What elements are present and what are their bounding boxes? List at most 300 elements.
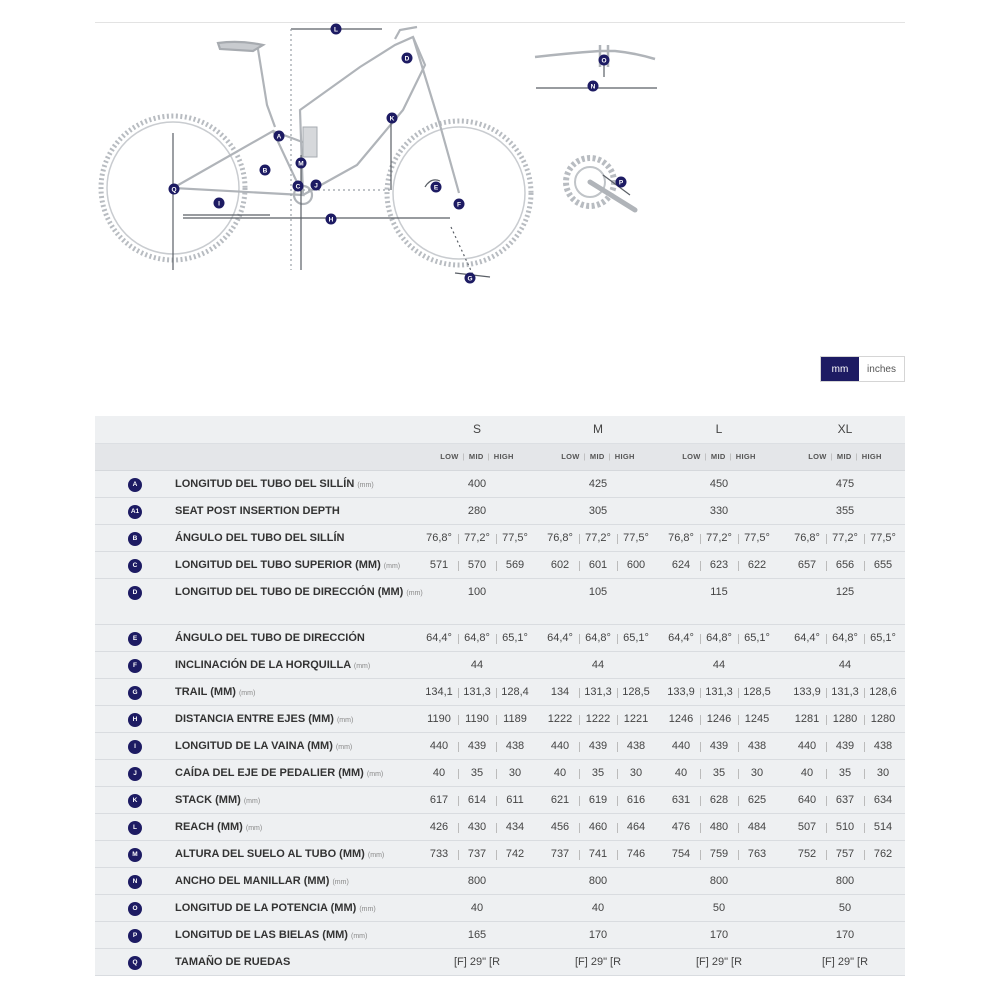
cell-value: 759 <box>709 848 729 860</box>
cell-value: 35 <box>470 767 484 779</box>
cell-separator <box>617 769 618 779</box>
cell-value: 40 <box>674 767 688 779</box>
cell-value: 77,5° <box>744 532 770 544</box>
cell-separator <box>826 850 827 860</box>
svg-text:O: O <box>601 57 607 65</box>
cell-value: 619 <box>588 794 608 806</box>
svg-text:L: L <box>334 26 338 34</box>
position-heading-group: LOW | MID | HIGH <box>561 452 635 461</box>
cell-separator <box>458 742 459 752</box>
cell-value: 44 <box>470 659 484 671</box>
row-label <box>175 585 425 601</box>
cell-value: 400 <box>467 478 487 490</box>
cell-value: 125 <box>835 586 855 598</box>
row-label-text: SEAT POST INSERTION DEPTH <box>175 505 340 517</box>
cell-value: 439 <box>835 740 855 752</box>
cell-value: 100 <box>467 586 487 598</box>
cell-value: 77,2° <box>706 532 732 544</box>
cell-value: 77,5° <box>502 532 528 544</box>
geometry-row <box>95 471 905 498</box>
cell-separator <box>496 561 497 571</box>
row-key-badge: A1 <box>128 505 142 519</box>
cell-separator <box>864 688 865 698</box>
position-heading: LOW <box>682 452 701 461</box>
cell-value: 440 <box>671 740 691 752</box>
cell-value: 40 <box>470 902 484 914</box>
row-label <box>175 847 425 863</box>
row-label <box>175 712 425 728</box>
geometry-row <box>95 841 905 868</box>
unit-mm-button[interactable]: mm <box>821 357 859 381</box>
marker-b <box>260 165 271 176</box>
row-key-badge: M <box>128 848 142 862</box>
cell-value: 656 <box>835 559 855 571</box>
row-key-badge: C <box>128 559 142 573</box>
row-label <box>175 793 425 809</box>
position-heading-group: LOW | MID | HIGH <box>682 452 756 461</box>
cell-separator <box>700 534 701 544</box>
cell-value: 77,2° <box>585 532 611 544</box>
marker-d <box>402 53 413 64</box>
marker-k <box>387 113 398 124</box>
cell-value: 440 <box>429 740 449 752</box>
cell-separator <box>496 634 497 644</box>
row-key-badge: J <box>128 767 142 781</box>
cell-separator <box>738 634 739 644</box>
geometry-table <box>95 416 905 976</box>
marker-n <box>588 81 599 92</box>
row-unit: (mm) <box>336 717 354 724</box>
cell-separator <box>700 850 701 860</box>
size-header-row <box>95 416 905 444</box>
row-unit: (mm) <box>238 690 256 697</box>
size-heading: S <box>472 422 482 436</box>
position-heading: LOW <box>440 452 459 461</box>
cell-value: 330 <box>709 505 729 517</box>
cell-value: 1190 <box>465 713 489 725</box>
row-label-text: ALTURA DEL SUELO AL TUBO (MM) <box>175 848 365 860</box>
position-heading: LOW <box>561 452 580 461</box>
cell-value: 40 <box>591 902 605 914</box>
cell-value: 77,5° <box>870 532 896 544</box>
cell-value: 800 <box>709 875 729 887</box>
cell-separator <box>826 769 827 779</box>
cell-separator <box>700 796 701 806</box>
cell-separator <box>617 742 618 752</box>
svg-text:C: C <box>295 183 301 191</box>
cell-value: 131,3 <box>705 686 733 698</box>
row-key-badge: P <box>128 929 142 943</box>
cell-separator <box>496 534 497 544</box>
cell-value: 514 <box>873 821 893 833</box>
svg-text:E: E <box>433 184 439 192</box>
cell-separator <box>579 742 580 752</box>
row-label-text: LONGITUD DEL TUBO DEL SILLÍN <box>175 478 355 490</box>
cell-value: 305 <box>588 505 608 517</box>
row-key-badge: L <box>128 821 142 835</box>
row-label <box>175 874 425 890</box>
cell-separator <box>579 850 580 860</box>
cell-value: 65,1° <box>870 632 896 644</box>
geometry-row <box>95 868 905 895</box>
cell-separator <box>579 561 580 571</box>
row-unit: (mm) <box>406 590 423 597</box>
cell-value: 569 <box>505 559 525 571</box>
marker-e <box>431 182 442 193</box>
cell-value: 438 <box>626 740 646 752</box>
cell-separator <box>458 561 459 571</box>
unit-toggle <box>820 356 905 382</box>
size-heading: L <box>715 422 723 436</box>
row-label-text: TRAIL (MM) <box>175 686 236 698</box>
cell-separator <box>496 742 497 752</box>
cell-value: 623 <box>709 559 729 571</box>
cell-separator <box>738 850 739 860</box>
position-heading-group: LOW | MID | HIGH <box>808 452 882 461</box>
cell-value: 741 <box>588 848 608 860</box>
cell-value: [F] 29" [R <box>695 956 743 968</box>
marker-c <box>293 181 304 192</box>
cell-value: 44 <box>712 659 726 671</box>
marker-i <box>214 198 225 209</box>
cell-separator <box>700 769 701 779</box>
cell-value: 30 <box>876 767 890 779</box>
cell-separator <box>738 688 739 698</box>
cell-separator <box>579 634 580 644</box>
cell-value: 440 <box>797 740 817 752</box>
bike-geometry-diagram <box>95 15 735 290</box>
marker-g <box>465 273 476 284</box>
cell-value: 625 <box>747 794 767 806</box>
row-label-text: ÁNGULO DEL TUBO DE DIRECCIÓN <box>175 632 365 644</box>
svg-text:M: M <box>298 160 304 168</box>
svg-text:F: F <box>457 201 461 209</box>
cell-separator <box>700 634 701 644</box>
cell-value: 507 <box>797 821 817 833</box>
marker-m <box>296 158 307 169</box>
svg-text:H: H <box>328 216 334 224</box>
cell-value: 77,2° <box>832 532 858 544</box>
cell-separator <box>826 534 827 544</box>
cell-separator <box>579 534 580 544</box>
row-key-badge: F <box>128 659 142 673</box>
cell-separator <box>738 823 739 833</box>
row-label <box>175 766 425 782</box>
cell-value: 35 <box>712 767 726 779</box>
cell-value: 40 <box>553 767 567 779</box>
cell-separator <box>700 561 701 571</box>
cell-separator <box>738 796 739 806</box>
cell-value: 1246 <box>668 713 694 725</box>
cell-separator <box>738 534 739 544</box>
row-label <box>175 558 425 574</box>
cell-separator <box>864 534 865 544</box>
row-key-badge: H <box>128 713 142 727</box>
svg-text:P: P <box>618 179 624 187</box>
cell-value: 76,8° <box>547 532 573 544</box>
position-heading: HIGH <box>614 452 635 461</box>
row-label <box>175 955 425 970</box>
cell-value: 456 <box>550 821 570 833</box>
geometry-row <box>95 625 905 652</box>
svg-text:Q: Q <box>171 186 177 194</box>
cell-separator <box>458 769 459 779</box>
row-unit: (mm) <box>357 482 374 489</box>
cell-separator <box>826 634 827 644</box>
cell-value: 484 <box>747 821 767 833</box>
cell-value: 571 <box>429 559 449 571</box>
cell-value: 128,5 <box>743 686 771 698</box>
cell-value: 631 <box>671 794 691 806</box>
cell-value: 35 <box>591 767 605 779</box>
cell-value: 757 <box>835 848 855 860</box>
cell-separator <box>738 769 739 779</box>
position-heading: MID <box>468 452 484 461</box>
row-unit: (mm) <box>367 852 385 859</box>
cell-separator <box>700 715 701 725</box>
row-label <box>175 658 425 674</box>
cell-value: 77,5° <box>623 532 649 544</box>
row-unit: (mm) <box>245 825 263 832</box>
position-heading: HIGH <box>493 452 514 461</box>
cell-value: 131,3 <box>584 686 612 698</box>
cell-value: 134 <box>550 686 570 698</box>
cell-value: 746 <box>626 848 646 860</box>
position-heading: HIGH <box>861 452 882 461</box>
cell-value: 1246 <box>706 713 732 725</box>
row-label-text: LONGITUD DE LA POTENCIA (MM) <box>175 902 357 914</box>
cell-separator <box>579 715 580 725</box>
row-label-text: LONGITUD DE LA VAINA (MM) <box>175 740 333 752</box>
cell-value: 622 <box>747 559 767 571</box>
row-label <box>175 928 425 944</box>
cell-separator <box>826 823 827 833</box>
cell-separator <box>864 715 865 725</box>
cell-value: 438 <box>505 740 525 752</box>
cell-value: 655 <box>873 559 893 571</box>
marker-f <box>454 199 465 210</box>
cell-value: 30 <box>629 767 643 779</box>
cell-value: 742 <box>505 848 525 860</box>
cell-value: 763 <box>747 848 767 860</box>
cell-value: 44 <box>838 659 852 671</box>
cell-separator <box>458 796 459 806</box>
cell-separator <box>864 796 865 806</box>
cell-value: 464 <box>626 821 646 833</box>
cell-value: 450 <box>709 478 729 490</box>
cell-value: 434 <box>505 821 525 833</box>
cell-value: 76,8° <box>668 532 694 544</box>
cell-value: 1189 <box>503 713 527 725</box>
cell-separator <box>864 634 865 644</box>
cell-separator <box>617 534 618 544</box>
cell-separator <box>864 823 865 833</box>
geometry-row <box>95 706 905 733</box>
cell-value: 170 <box>835 929 855 941</box>
cell-value: 131,3 <box>831 686 859 698</box>
row-key-badge: K <box>128 794 142 808</box>
cell-value: 439 <box>588 740 608 752</box>
cell-value: 1221 <box>623 713 649 725</box>
bike-frame-icon <box>173 27 459 204</box>
row-unit: (mm) <box>351 933 368 940</box>
cell-separator <box>579 769 580 779</box>
geometry-row <box>95 679 905 706</box>
cell-separator <box>617 715 618 725</box>
geometry-row <box>95 552 905 579</box>
cell-value: 50 <box>838 902 852 914</box>
geometry-row <box>95 787 905 814</box>
cell-value: 128,4 <box>501 686 529 698</box>
cell-value: 128,5 <box>622 686 650 698</box>
geometry-row <box>95 525 905 552</box>
cell-value: 438 <box>873 740 893 752</box>
cell-value: 438 <box>747 740 767 752</box>
geometry-row <box>95 922 905 949</box>
row-key-badge: I <box>128 740 142 754</box>
cell-separator <box>496 796 497 806</box>
cell-value: 634 <box>873 794 893 806</box>
cell-value: 128,6 <box>869 686 897 698</box>
cell-value: 800 <box>588 875 608 887</box>
row-label-text: ÁNGULO DEL TUBO DEL SILLÍN <box>175 532 345 544</box>
cell-separator <box>864 850 865 860</box>
cell-separator <box>617 634 618 644</box>
row-label <box>175 631 425 646</box>
cell-value: 617 <box>429 794 449 806</box>
position-heading-group: LOW | MID | HIGH <box>440 452 514 461</box>
row-label-text: DISTANCIA ENTRE EJES (MM) <box>175 713 334 725</box>
geometry-row <box>95 733 905 760</box>
cell-separator <box>496 850 497 860</box>
cell-value: 64,8° <box>464 632 490 644</box>
cell-value: 628 <box>709 794 729 806</box>
cell-value: 600 <box>626 559 646 571</box>
cell-value: 1280 <box>870 713 896 725</box>
row-unit: (mm) <box>335 744 353 751</box>
row-key-badge: N <box>128 875 142 889</box>
row-label <box>175 504 425 519</box>
row-label <box>175 901 425 917</box>
cell-value: 611 <box>506 794 524 806</box>
cell-value: 64,4° <box>668 632 694 644</box>
cell-separator <box>458 823 459 833</box>
geometry-row <box>95 498 905 525</box>
row-label-text: STACK (MM) <box>175 794 241 806</box>
unit-inches-button[interactable]: inches <box>867 363 896 375</box>
size-heading: XL <box>837 422 853 436</box>
row-key-badge: Q <box>128 956 142 970</box>
cell-value: 476 <box>671 821 691 833</box>
marker-j <box>311 180 322 191</box>
geometry-row <box>95 652 905 679</box>
cell-value: [F] 29" [R <box>821 956 869 968</box>
cell-value: 425 <box>588 478 608 490</box>
row-unit: (mm) <box>359 906 376 913</box>
cell-value: 430 <box>467 821 487 833</box>
svg-text:J: J <box>314 182 318 190</box>
cell-value: 800 <box>467 875 487 887</box>
size-heading: M <box>593 422 603 436</box>
cell-value: 460 <box>588 821 608 833</box>
marker-l <box>331 24 342 35</box>
cell-value: 752 <box>797 848 817 860</box>
cell-value: 64,8° <box>832 632 858 644</box>
cell-value: 30 <box>508 767 522 779</box>
row-unit: (mm) <box>353 663 371 670</box>
row-label <box>175 477 425 493</box>
cell-separator <box>700 688 701 698</box>
cell-value: 616 <box>626 794 646 806</box>
cell-value: 1222 <box>547 713 573 725</box>
cell-value: 133,9 <box>793 686 821 698</box>
geometry-row <box>95 760 905 787</box>
cell-value: [F] 29" [R <box>574 956 622 968</box>
svg-text:G: G <box>467 275 473 283</box>
cell-value: 65,1° <box>502 632 528 644</box>
marker-a <box>274 131 285 142</box>
cell-value: 602 <box>550 559 570 571</box>
geometry-row <box>95 895 905 922</box>
position-heading: LOW <box>808 452 827 461</box>
cell-separator <box>617 850 618 860</box>
cell-separator <box>496 769 497 779</box>
cell-separator <box>864 742 865 752</box>
cell-separator <box>826 561 827 571</box>
marker-o <box>599 55 610 66</box>
cell-value: 77,2° <box>464 532 490 544</box>
row-unit: (mm) <box>366 771 384 778</box>
cell-separator <box>700 823 701 833</box>
cell-value: 440 <box>550 740 570 752</box>
cell-value: 64,4° <box>794 632 820 644</box>
svg-text:B: B <box>262 167 268 175</box>
cell-separator <box>617 561 618 571</box>
cell-value: 1222 <box>585 713 611 725</box>
cell-value: 65,1° <box>623 632 649 644</box>
row-key-badge: O <box>128 902 142 916</box>
cell-separator <box>738 715 739 725</box>
position-heading: HIGH <box>735 452 756 461</box>
cell-value: 76,8° <box>426 532 452 544</box>
cell-separator <box>496 688 497 698</box>
row-label-text: INCLINACIÓN DE LA HORQUILLA <box>175 659 351 671</box>
cell-value: 131,3 <box>463 686 491 698</box>
cell-value: 35 <box>838 767 852 779</box>
cell-value: [F] 29" [R <box>453 956 501 968</box>
cell-value: 133,9 <box>667 686 695 698</box>
cell-value: 1190 <box>427 713 451 725</box>
cell-separator <box>496 715 497 725</box>
row-label-text: LONGITUD DEL TUBO SUPERIOR (MM) <box>175 559 381 571</box>
row-key-badge: B <box>128 532 142 546</box>
cell-value: 570 <box>467 559 487 571</box>
cell-separator <box>458 688 459 698</box>
cell-separator <box>458 715 459 725</box>
cell-value: 64,8° <box>585 632 611 644</box>
cell-value: 64,4° <box>426 632 452 644</box>
cell-separator <box>579 688 580 698</box>
row-label-text: CAÍDA DEL EJE DE PEDALIER (MM) <box>175 767 364 779</box>
cell-value: 40 <box>800 767 814 779</box>
cell-value: 737 <box>550 848 570 860</box>
cell-value: 170 <box>709 929 729 941</box>
marker-h <box>326 214 337 225</box>
cell-value: 762 <box>873 848 893 860</box>
cell-separator <box>458 634 459 644</box>
row-label-text: TAMAÑO DE RUEDAS <box>175 956 291 968</box>
cell-value: 657 <box>797 559 817 571</box>
